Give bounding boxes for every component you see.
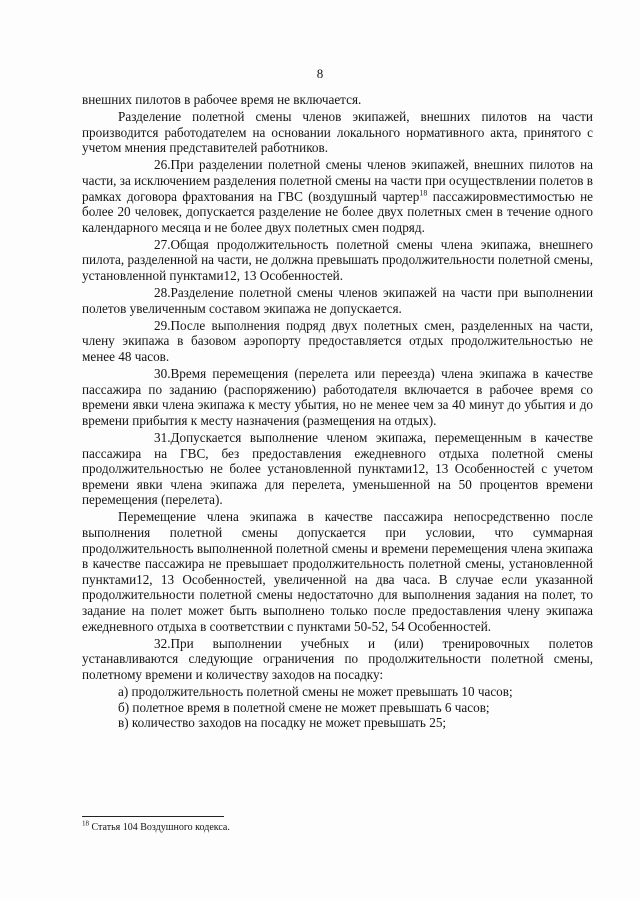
paragraph-text: После выполнения подряд двух полетных смен, разделенных на части, члену экипажа в базовом аэропорту предоставляется отдых продолжительностью не менее 48 часов. [82, 317, 593, 364]
list-item: а) продолжительность полетной смены не может превышать 10 часов; [118, 683, 513, 699]
clause-number: 29. [154, 317, 171, 333]
footnote-divider [82, 816, 224, 817]
clause-number: 28. [154, 285, 171, 301]
footnote-text: Статья 104 Воздушного кодекса. [91, 822, 230, 833]
paragraph-32 [82, 636, 593, 683]
paragraph-text: внешних пилотов в рабочее время не включается. [82, 92, 362, 107]
paragraph [82, 509, 593, 634]
page-number: 8 [316, 66, 324, 81]
list-item: б) полетное время в полетной смене не может превышать 6 часов; [118, 699, 490, 715]
paragraph-27 [82, 237, 593, 284]
clause-number: 31. [154, 429, 171, 445]
clause-number: 27. [154, 236, 171, 252]
paragraph-28 [82, 285, 593, 316]
paragraph-text: При разделении полетной смены членов экипажей, внешних пилотов на части, за исключением разделения полетной смены на части при осуществлении полетов в рамках договора фрахтования на ГВС (воздушный чартер [82, 157, 593, 204]
paragraph-continuation [82, 92, 593, 108]
paragraph-30 [82, 366, 593, 428]
document-body [82, 92, 593, 731]
paragraph-text: Перемещение члена экипажа в качестве пассажира непосредственно после выполнения полетной смены допускается при условии, что суммарная продолжительность выполненной полетной смены и времени перемещения члена экипажа в качестве пассажира не превышает продолжительность полетной смены, установленной пунктами12, 13 Особенностей, увеличенной на два часа. В случае если указанной продолжительности полетной смены недостаточно для выполнения задания на полет, то задание на полет может быть выполнено только после предоставления члену экипажа ежедневного отдыха в соответствии с пунктами 50-52, 54 Особенностей. [82, 509, 593, 634]
paragraph-text: Разделение полетной смены членов экипажей, внешних пилотов на части производится работодателем на основании локального нормативного акта, принятого с учетом мнения представителей работников. [82, 109, 593, 156]
paragraph [82, 109, 593, 156]
footnote-reference[interactable]: 18 [419, 188, 428, 198]
paragraph-text: Допускается выполнение членом экипажа, перемещенным в качестве пассажира на ГВС, без предоставления ежедневного отдыха полетной смены продолжительностью не более установленной пунктами12, 13 Особенностей с учетом времени явки члена экипажа для перелета, уменьшенной на 50 процентов времени перемещения (перелета). [82, 429, 593, 508]
paragraph-31 [82, 430, 593, 508]
clause-number: 32. [154, 635, 171, 651]
footnote [82, 819, 593, 834]
paragraph-text: Время перемещения (перелета или переезда) члена экипажа в качестве пассажира по заданию (распоряжению) работодателя включается в рабочее время со времени явки члена экипажа к месту убытия, но не менее чем за 40 минут до убытия и до времени прибытия к месту назначения (размещения на отдых). [82, 366, 593, 428]
list-item: в) количество заходов на посадку не может превышать 25; [118, 715, 447, 731]
paragraph-text: Разделение полетной смены членов экипажей на части при выполнении полетов увеличенным составом экипажа не допускается. [82, 285, 593, 316]
paragraph-text: При выполнении учебных и (или) тренировочных полетов устанавливаются следующие ограничения по продолжительности полетной смены, полетному времени и количеству заходов на посадку: [82, 635, 593, 682]
paragraph-text: Общая продолжительность полетной смены члена экипажа, внешнего пилота, разделенной на части, не должна превышать продолжительности полетной смены, установленной пунктами12, 13 Особенностей. [82, 236, 593, 284]
clause-number: 30. [154, 366, 171, 382]
paragraph-text: пассажировместимостью не более 20 человек, допускается разделение не более двух полетных смен в течение одного календарного месяца и не более двух полетных смен подряд. [82, 188, 593, 235]
paragraph-29 [82, 318, 593, 365]
paragraph-26 [82, 157, 593, 235]
footnote-mark: 18 [82, 819, 89, 828]
clause-number: 26. [154, 157, 171, 173]
